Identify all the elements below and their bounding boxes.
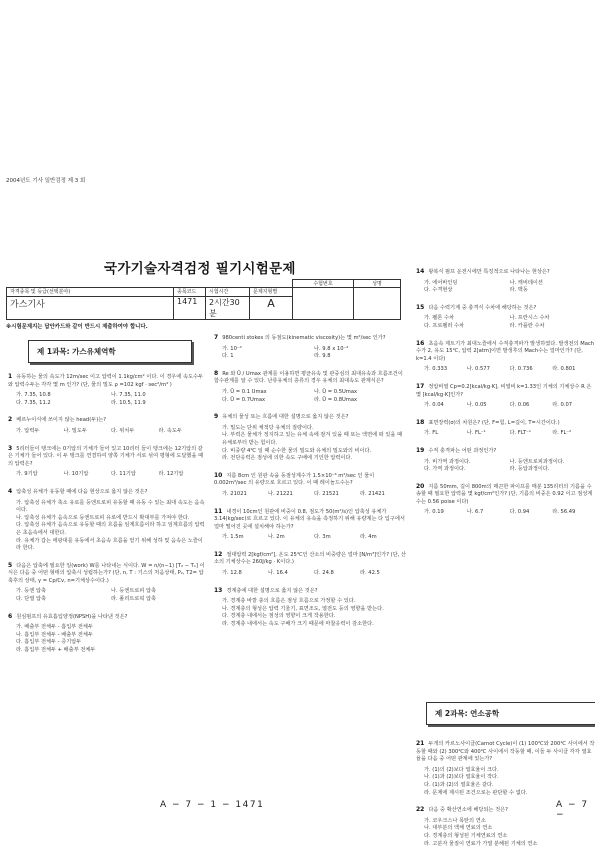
question-text: 다음 수력기계 중 충격식 수차에 해당하는 것은?	[428, 305, 536, 311]
question-text: 절대압력 2[kgf/cm²], 온도 25℃인 산소의 비중량은 얼마 [N/m³]인가? (단, 산소의 기체상수는 260J/kg · K이다.)	[214, 552, 406, 566]
question-text: 지름 50mm, 길이 800m의 매끈한 파이프를 매분 135리터의 기름을 수송할 때 필요한 압력을 몇 kgf/cm²인가? (단, 기름의 비중은 0.92 이고 점성계수는 0.56 poise 이다)	[416, 484, 592, 505]
question-item	[214, 370, 406, 404]
year-line: 2004년도 기사 일반검정 제 3 회	[6, 176, 85, 184]
footer-page-left: A − 7 − 1 − 1471	[160, 800, 264, 810]
choice-option[interactable]: 라. 0.801	[552, 366, 595, 374]
choice-option[interactable]: 다. 1	[222, 353, 314, 361]
notice-text: ※시험문제지는 답안카드와 같이 반드시 제출하여야 합니다.	[6, 322, 148, 330]
choice-option[interactable]: 다. 0.94	[510, 509, 553, 517]
question-text: 내경이 10cm인 원관에 비중이 0.8, 점도가 50(m²/s)인 압축성 유체가 3.14(kg/sec)로 흐르고 있다. 이 유체의 유속을 측정하기 위해 유량계는 다 입구에서 얼마 떨어진 곳에 설치해야 하는가?	[214, 509, 405, 530]
choice-option[interactable]: 다. 단열 압축	[16, 596, 111, 604]
question-number: 3	[8, 445, 12, 452]
question-text: 5리터들이 탱크에는 0기압의 기체가 들어 있고 10리터 들이 탱크에는 12기압의 같은 기체가 들어 있다. 이 두 탱크를 연결하여 양쪽 기체가 서로 섞여 평형에 도달했을 때의 압력은?	[8, 446, 203, 467]
choice-list	[214, 346, 406, 361]
choice-option[interactable]: 라. 경계층 내에서는 속도 구배가 크기 때문에 마찰응력이 감소한다.	[222, 621, 406, 629]
question-text: 두개의 카르노사이클(Carnot Cycle)이 (1) 100℃와 200℃ 사이에서 작동할 때와 (2) 300℃와 400℃ 사이에서 작동할 때, 이들 두 사이클 각각 열효율을 다음 중 어떤 관계에 있는가?	[416, 741, 594, 762]
choice-option[interactable]: 다. 0.06	[510, 402, 553, 410]
question-number: 21	[416, 740, 424, 747]
choice-list	[8, 624, 206, 654]
choice-option[interactable]: 나. 흡입부 전체두 - 배출부 전체두	[16, 632, 206, 640]
choice-option[interactable]: 가. 9기압	[16, 471, 64, 479]
choice-list	[8, 471, 206, 479]
question-text: 베르누이식에 쓰이지 않는 head(두)는?	[16, 417, 106, 423]
question-text: 경계층에 대한 설명으로 옳지 않은 것은?	[226, 588, 317, 594]
choice-option[interactable]: 가. 압축성 유체가 축소 유로를 등엔트로피 유동할 때 유동 수 있는 최대 속도는 음속이다.	[16, 500, 206, 515]
page-title: 국가기술자격검정 필기시험문제	[104, 257, 296, 277]
choice-option[interactable]: 가. 7.35, 10.8	[16, 392, 111, 400]
name-label: 성명	[354, 280, 401, 288]
time-label: 시험시간	[206, 288, 250, 297]
question-number: 1	[8, 373, 12, 380]
choice-option[interactable]: 다. 위치두	[111, 428, 159, 436]
time-value: 2시간30분	[206, 297, 250, 320]
code-value: 1471	[174, 297, 206, 320]
qual-label: 자격종목 및 등급(선택분야)	[7, 288, 174, 297]
question-item	[214, 508, 406, 542]
question-text: 원심펌프의 유효흡입양정(NPSH)을 나타낸 것은?	[16, 614, 127, 620]
choice-list	[416, 366, 595, 374]
choice-option[interactable]: 라. 0.07	[552, 402, 595, 410]
choice-option[interactable]: 나. (1)과 (2)보다 열효율이 작다.	[424, 774, 595, 782]
choice-option[interactable]: 다. 0.736	[510, 366, 553, 374]
choice-option[interactable]: 가. (1)의 (2)보다 열효율이 크다.	[424, 767, 595, 775]
choice-list	[416, 315, 595, 330]
choice-option[interactable]: 다. 경계층의 형성된 기체연료의 연소	[424, 833, 595, 841]
exam-no-label: 수험번호	[293, 280, 354, 288]
choice-option[interactable]: 라. 흡입부 전체두 + 배출부 전체두	[16, 647, 206, 655]
choice-option[interactable]: 다. 11기압	[111, 471, 159, 479]
choice-option[interactable]: 다. 가역 과정이다.	[424, 466, 510, 474]
choice-option[interactable]: 가. 10⁻⁴	[222, 346, 314, 354]
question-number: 15	[416, 304, 424, 311]
question-number: 12	[214, 551, 222, 558]
choice-option[interactable]: 가. 밀도는 단위 체적당 유체의 질량이다.	[222, 425, 406, 433]
choice-option[interactable]: 나. 캐비테이션	[510, 280, 595, 288]
choice-option[interactable]: 가. Ū = 0.1 Umax	[222, 389, 314, 397]
footer-page-right: A − 7 −	[556, 800, 595, 820]
choice-option[interactable]: 가. FL	[424, 430, 467, 438]
choice-option[interactable]: 라. FL⁻²	[552, 430, 595, 438]
choice-option[interactable]: 라. 유체가 갑는 에팡대를 유동에서 초음속 흐름을 얻기 위해 성하 및 음속은 노즐이라 한다.	[16, 538, 206, 553]
choice-option[interactable]: 나. 0.577	[467, 366, 510, 374]
choice-option[interactable]: 다. 3m	[314, 534, 360, 542]
question-item	[8, 416, 206, 435]
choice-option[interactable]: 가. 등엔 압축	[16, 588, 111, 596]
question-number: 14	[416, 268, 424, 275]
choice-option[interactable]: 가. 21021	[222, 491, 268, 499]
choice-option[interactable]: 라. 4m	[360, 534, 406, 542]
choice-option[interactable]: 나. FL⁻¹	[467, 430, 510, 438]
question-text: 수직 충격파는 어떤 과정인가?	[428, 448, 496, 454]
choice-option[interactable]: 나. 9.8 x 10⁻⁴	[314, 346, 406, 354]
choice-list	[416, 509, 595, 517]
question-number: 19	[416, 447, 424, 454]
question-text: 압축성 유체가 유동할 때에 다음 현상으로 옳지 않은 것은?	[16, 489, 147, 495]
choice-option[interactable]: 나. 부력은 물체가 정지하고 있는 유체 속에 잠겨 있을 때 또는 액면에 떠 있을 때 유체로부터 받는 힘이다.	[222, 432, 406, 447]
choice-option[interactable]: 다. 수격현상	[424, 287, 510, 295]
choice-option[interactable]: 라. 폴리트로픽 압축	[111, 596, 206, 604]
question-number: 11	[214, 508, 222, 515]
choice-list	[416, 280, 595, 295]
choice-option[interactable]: 다. FLT⁻¹	[510, 430, 553, 438]
choice-option[interactable]: 라. 12기압	[159, 471, 207, 479]
choice-list	[416, 818, 595, 848]
choice-option[interactable]: 라. 21421	[360, 491, 406, 499]
choice-option[interactable]: 나. 등엔트로피과정이다.	[510, 459, 595, 467]
choice-list	[8, 392, 206, 407]
question-item	[214, 551, 406, 578]
choice-option[interactable]: 가. 비가역 과정이다.	[424, 459, 510, 467]
choice-option[interactable]: 나. 0.05	[467, 402, 510, 410]
question-item	[416, 340, 595, 374]
choice-option[interactable]: 라. 전단응력은 점성에 의한 속도 구배에 기인한 압력이다.	[222, 455, 406, 463]
question-item	[416, 383, 595, 410]
choice-option[interactable]: 가. 압력두	[16, 428, 64, 436]
question-number: 5	[8, 562, 12, 569]
choice-option[interactable]: 가. 0.04	[424, 402, 467, 410]
question-text: 다음은 압축에 필요한 일(work) W를 나타내는 식이다. W = n/(n−1) [T₂ − T₁] 이 식은 다음 중 어떤 형태의 압축시 성립하는가? (단, n, T : 기스의 처음상태, P₂, T2= 압축후의 상태, γ = Cp/Cv, n=기체상수이다.)	[8, 563, 205, 584]
question-text: 유동하는 물의 속도가 12m/sec 이고 압력이 1.1kg/cm² 이다. 이 경우에 속도수두와 압력수두는 각각 몇 m 인가? (단, 물의 밀도 ρ =102 kgf · sec²/m⁴ )	[8, 374, 203, 388]
column-left	[8, 373, 206, 664]
choice-option[interactable]: 라. 문제에 제시된 조건으로는 판단할 수 없다.	[424, 790, 595, 798]
choice-option[interactable]: 라. 10.5, 11.9	[111, 400, 206, 408]
choice-option[interactable]: 라. 카플란 수차	[510, 323, 595, 331]
choice-option[interactable]: 나. 경계층의 형성은 압력 기울기, 표면조도, 열전도 등의 영향을 받는다.	[222, 606, 406, 614]
choice-option[interactable]: 라. 고분자 물질이 연료가 가열 분해된 기체의 연소	[424, 841, 595, 849]
question-item	[416, 304, 595, 331]
choice-option[interactable]: 가. 에어바인딩	[424, 280, 510, 288]
choice-list	[214, 389, 406, 404]
question-number: 20	[416, 483, 424, 490]
choice-option[interactable]: 나. 10기압	[64, 471, 112, 479]
question-text: 980centi stokes 의 동점도(kinematic viscosity)는 몇 m²/sec 인가?	[222, 335, 385, 341]
choice-option[interactable]: 다. 압축성 유체가 음속으로 유동할 때의 흐름을 임계흐름이라 하고 임계흐름의 압력은 초음속에서 대한다.	[16, 522, 206, 537]
question-number: 18	[416, 419, 424, 426]
question-item	[416, 419, 595, 438]
question-text: 다음 중 확산연소에 해당되는 것은?	[428, 807, 508, 813]
choice-option[interactable]: 나. 압축성 유체가 음속으로 등엔트로피 유로에 반드시 확대부를 가져야 한다.	[16, 515, 206, 523]
question-number: 2	[8, 416, 12, 423]
question-item	[214, 413, 406, 463]
question-item	[416, 483, 595, 517]
choice-option[interactable]: 다. 흡입부 전체두 - 증기압두	[16, 639, 206, 647]
question-number: 8	[214, 370, 218, 377]
choice-list	[214, 598, 406, 628]
question-number: 4	[8, 488, 12, 495]
question-number: 13	[214, 587, 222, 594]
choice-list	[8, 428, 206, 436]
choice-option[interactable]: 나. 등엔트로피 압축	[111, 588, 206, 596]
question-item	[416, 447, 595, 474]
choice-option[interactable]: 라. Ū = 0.8Umax	[314, 397, 406, 405]
choice-option[interactable]: 다. 7.35, 11.2	[16, 400, 111, 408]
question-number: 16	[416, 340, 424, 347]
question-text: 지름 8cm 인 원관 속을 동점성계수가 1.5×10⁻⁶ m²/sec 인 물이 0.002m³/sec 의 유량으로 흐르고 있다. 이 때 레이놀드수는?	[214, 473, 374, 487]
choice-list	[416, 767, 595, 797]
choice-option[interactable]: 가. 1.5m	[222, 534, 268, 542]
question-number: 9	[214, 413, 218, 420]
choice-option[interactable]: 나. 프란시스 수차	[510, 315, 595, 323]
choice-list	[214, 425, 406, 463]
question-item	[8, 373, 206, 407]
question-item	[8, 562, 206, 604]
choice-list	[214, 491, 406, 499]
choice-option[interactable]: 다. 21521	[314, 491, 360, 499]
choice-option[interactable]: 다. 24.8	[314, 570, 360, 578]
choice-option[interactable]: 나. 밀도두	[64, 428, 112, 436]
column-right-2	[416, 740, 595, 857]
choice-option[interactable]: 다. 비중량 4℃ 일 때 순수한 물의 밀도와 유체의 밀도와의 비이다.	[222, 448, 406, 456]
choice-option[interactable]: 가. 경계층 바깥 층의 흐름은 점성 흐름으로 가정할 수 있다.	[222, 598, 406, 606]
choice-option[interactable]: 다. (1)과 (2)의 열효율은 같다.	[424, 782, 595, 790]
choice-option[interactable]: 라. 9.8	[314, 353, 406, 361]
choice-option[interactable]: 나. 7.35, 11.0	[111, 392, 206, 400]
choice-list	[416, 430, 595, 438]
choice-option[interactable]: 다. 경계층 내에서는 점성의 영향이 크게 작용한다.	[222, 613, 406, 621]
question-item	[8, 613, 206, 655]
question-item	[416, 268, 595, 295]
choice-option[interactable]: 가. 0.19	[424, 509, 467, 517]
choice-list	[416, 402, 595, 410]
question-item	[214, 472, 406, 499]
choice-option[interactable]: 라. 속도두	[159, 428, 207, 436]
question-item	[214, 587, 406, 629]
choice-option[interactable]: 가. 배출부 전체두 - 흡입부 전체두	[16, 624, 206, 632]
choice-option[interactable]: 가. 0.333	[424, 366, 467, 374]
choice-option[interactable]: 가. 12.8	[222, 570, 268, 578]
question-item	[416, 740, 595, 797]
column-middle	[214, 334, 406, 638]
section-1-box: 제 1과목: 가스유체역학	[28, 340, 192, 363]
choice-option[interactable]: 가. 코우크스나 목탄의 연소	[424, 818, 595, 826]
choice-option[interactable]: 라. 56.49	[552, 509, 595, 517]
question-number: 6	[8, 613, 12, 620]
question-text: 표면장력(σ)의 차원은? (단, F=힘, L=길이, T=시간이다.)	[428, 420, 559, 426]
choice-option[interactable]: 나. 대부분의 액체 연료의 연소	[424, 825, 595, 833]
choice-option[interactable]: 라. 맥동	[510, 287, 595, 295]
choice-list	[8, 588, 206, 603]
choice-option[interactable]: 나. Ū = 0.5Umax	[314, 389, 406, 397]
question-text: 유체의 물성 또는 흐름에 대한 설명으로 옳지 않은 것은?	[222, 414, 348, 420]
choice-option[interactable]: 가. 펠톤 수차	[424, 315, 510, 323]
name-box[interactable]	[354, 288, 401, 320]
question-item	[8, 445, 206, 479]
question-text: 왕복식 펌프 운전시에만 특징적으로 나타나는 현상은?	[428, 269, 549, 275]
choice-option[interactable]: 나. 16.4	[268, 570, 314, 578]
exam-header-table	[6, 279, 401, 320]
choice-option[interactable]: 라. 등압과정이다.	[510, 466, 595, 474]
question-text: Re 와 Ū / Umax 관계를 이용하면 평균유속 및 관중심의 최대유속과 흐름조건이 함수관계를 알 수 있다. 난류유체의 층류의 경우 유체의 최대속도 관계식은?	[214, 371, 403, 385]
type-label: 문제지형별	[250, 288, 293, 297]
question-item	[214, 334, 406, 361]
choice-option[interactable]: 나. 21221	[268, 491, 314, 499]
type-value: A	[250, 297, 293, 320]
code-label: 종목코드	[174, 288, 206, 297]
choice-list	[214, 570, 406, 578]
choice-list	[214, 534, 406, 542]
question-number: 10	[214, 472, 222, 479]
question-number: 17	[416, 383, 424, 390]
choice-list	[8, 500, 206, 553]
question-text: 정압비열 Cp=0.2[kcal/kg·K], 비열비 k=1.33인 기체의 기체상수 R 은 몇 [kcal/kg·K]인가?	[416, 384, 591, 398]
choice-option[interactable]: 다. 프로펠러 수차	[424, 323, 510, 331]
exam-no-box[interactable]	[293, 288, 354, 320]
choice-option[interactable]: 나. 2m	[268, 534, 314, 542]
choice-option[interactable]: 라. 42.5	[360, 570, 406, 578]
choice-option[interactable]: 다. Ū = 0.7Umax	[222, 397, 314, 405]
question-number: 7	[214, 334, 218, 341]
section-2-box: 제 2과목: 연소공학	[426, 702, 595, 725]
choice-list	[416, 459, 595, 474]
question-text: 초음속 제트기가 최대노즐에서 수직충격파가 발생하였다. 발생전의 Mach수가 2, 유도 15℃, 압력 2[atm]이면 발생후의 Mach수는 얼마인가? (단, k=1.4 이다)	[416, 341, 594, 362]
question-item	[8, 488, 206, 553]
column-right	[416, 268, 595, 526]
question-number: 22	[416, 806, 424, 813]
qual-value: 가스기사	[7, 297, 174, 320]
choice-option[interactable]: 나. 6.7	[467, 509, 510, 517]
